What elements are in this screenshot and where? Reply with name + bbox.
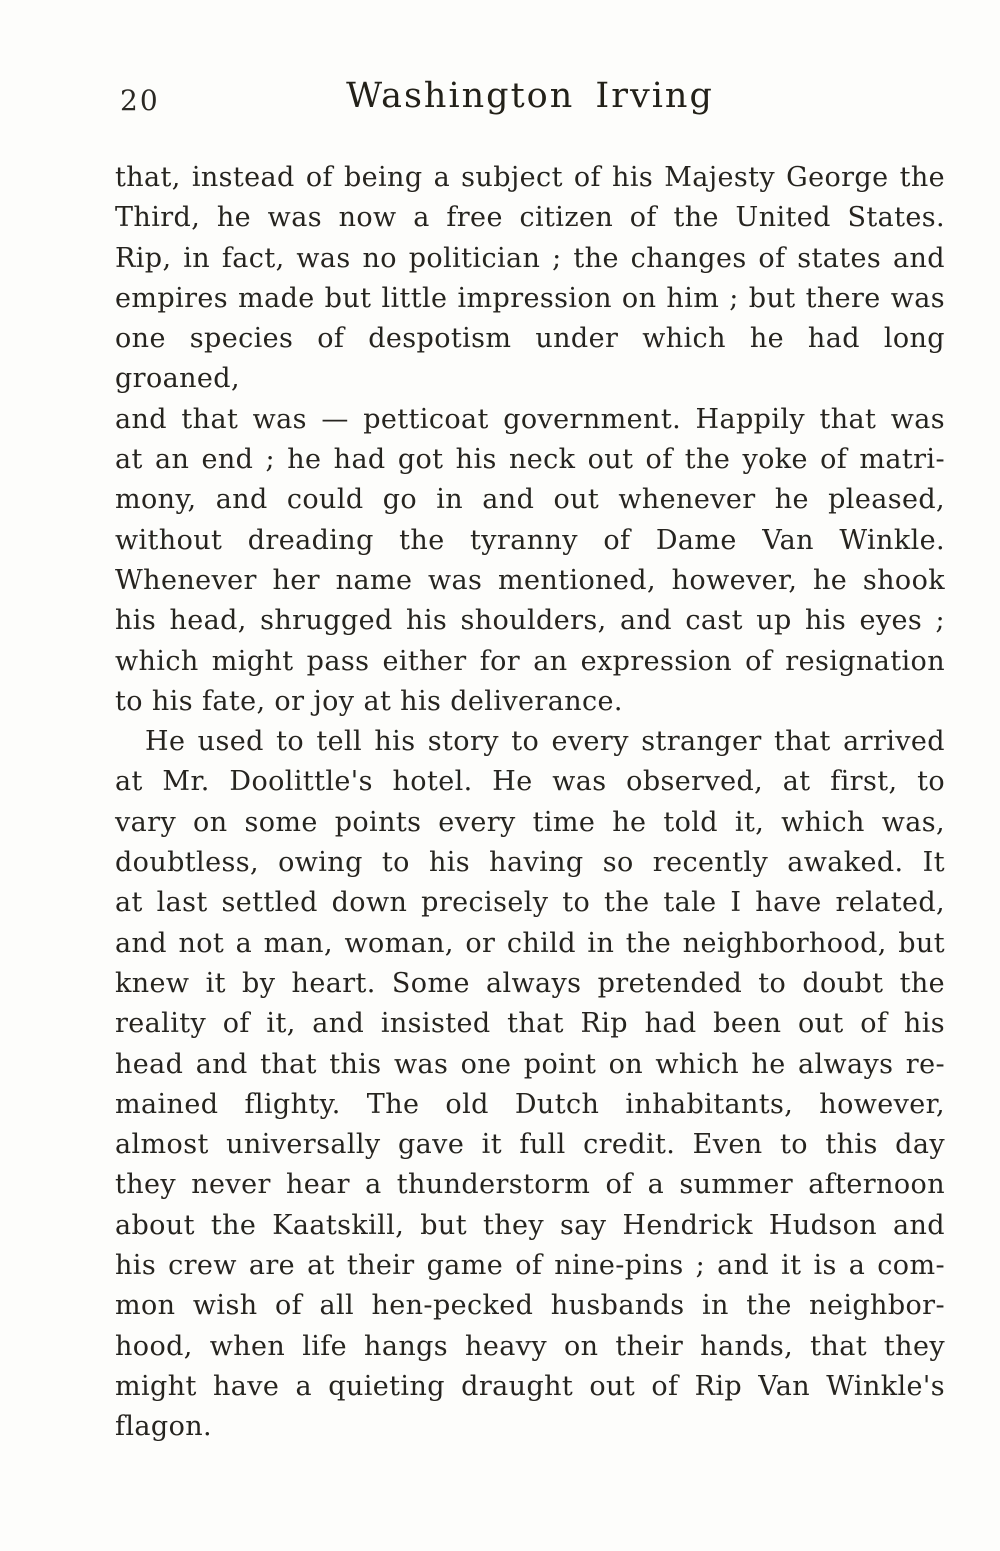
text-line: might have a quieting draught out of Rip Van Winkle's <box>115 1370 945 1402</box>
text-line: his head, shrugged his shoulders, and cast up his eyes ; <box>115 605 945 637</box>
text-line: vary on some points every time he told it, which was, <box>115 806 945 838</box>
text-line: without dreading the tyranny of Dame Van Winkle. <box>115 524 945 556</box>
page-header <box>115 76 945 124</box>
text-line: one species of despotism under which he had long groaned, <box>115 323 945 395</box>
text-line: mony, and could go in and out whenever he pleased, <box>115 484 945 516</box>
text-line: his crew are at their game of nine-pins ; and it is a com- <box>115 1250 945 1282</box>
text-line: almost universally gave it full credit. Even to this day <box>115 1129 945 1161</box>
text-line: knew it by heart. Some always pretended to doubt the <box>115 967 945 999</box>
text-line: to his fate, or joy at his deliverance. <box>115 685 623 717</box>
text-line: about the Kaatskill, but they say Hendrick Hudson and <box>115 1209 945 1241</box>
text-line: and not a man, woman, or child in the neighborhood, but <box>115 927 945 959</box>
text-line: which might pass either for an expression of resignation <box>115 645 945 677</box>
running-title: Washington Irving <box>346 76 714 116</box>
text-line: mained flighty. The old Dutch inhabitants, however, <box>115 1088 945 1120</box>
text-line: at Mr. Doolittle's hotel. He was observed, at first, to <box>115 766 945 798</box>
text-line: that, instead of being a subject of his Majesty George the <box>115 162 945 193</box>
text-line: He used to tell his story to every stranger that arrived <box>145 726 945 758</box>
text-line: hood, when life hangs heavy on their hands, that they <box>115 1330 945 1362</box>
paragraph <box>115 158 945 722</box>
text-line: empires made but little impression on him ; but there was <box>115 282 945 314</box>
text-line: doubtless, owing to his having so recently awaked. It <box>115 847 945 879</box>
text-line: reality of it, and insisted that Rip had been out of his <box>115 1008 945 1040</box>
text-line: head and that this was one point on which he always re- <box>115 1048 945 1080</box>
text-line: flagon. <box>115 1411 213 1443</box>
text-line: at last settled down precisely to the tale I have related, <box>115 887 945 919</box>
page-number: 20 <box>120 84 160 117</box>
text-line: mon wish of all hen-pecked husbands in the neighbor- <box>115 1290 945 1322</box>
text-line: they never hear a thunderstorm of a summer afternoon <box>115 1169 945 1201</box>
text-line: Rip, in fact, was no politician ; the changes of states and <box>115 242 945 274</box>
text-line: and that was — petticoat government. Happily that was <box>115 403 945 435</box>
paragraph <box>115 722 945 1447</box>
text-line: Whenever her name was mentioned, however, he shook <box>115 564 945 596</box>
text-line: at an end ; he had got his neck out of the yoke of matri- <box>115 444 945 476</box>
text-line: Third, he was now a free citizen of the United States. <box>115 202 945 234</box>
body-text <box>115 158 945 1448</box>
